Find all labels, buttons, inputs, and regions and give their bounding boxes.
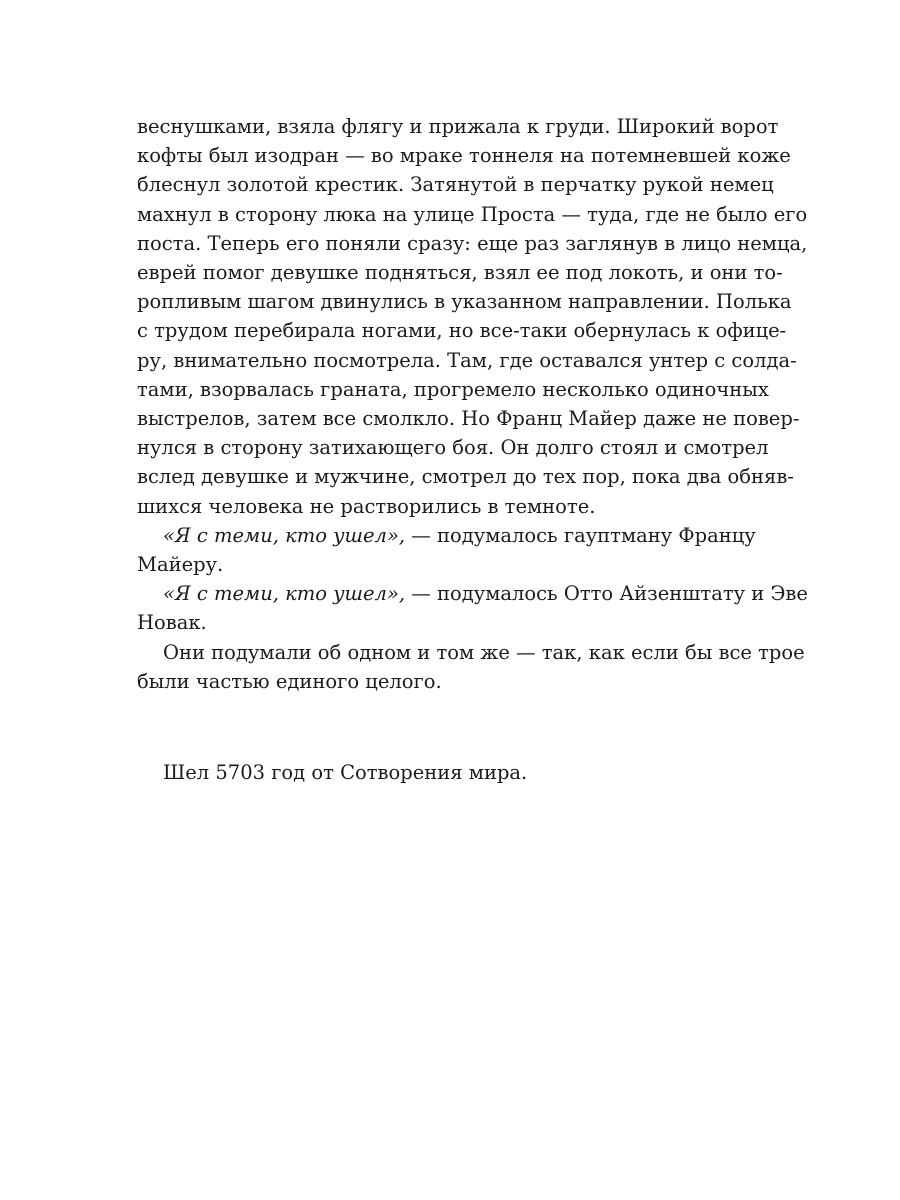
text-line xyxy=(137,579,808,608)
quote-attribution: — подумалось Отто Айзенштату и Эве xyxy=(405,582,808,606)
text-line xyxy=(137,521,756,550)
paragraph-2 xyxy=(137,521,756,579)
text-line: блеснул золотой крестик. Затянутой в перчатку рукой немец xyxy=(137,173,774,197)
text-line: Новак. xyxy=(137,611,207,635)
text-line: тами, взорвалась граната, прогремело несколько одиночных xyxy=(137,377,769,401)
text-line: еврей помог девушке подняться, взял ее под локоть, и они то- xyxy=(137,261,783,285)
text-line: были частью единого целого. xyxy=(137,669,442,693)
italic-quote: «Я с теми, кто ушел», xyxy=(163,582,406,606)
paragraph-1 xyxy=(137,112,808,521)
closing-line: Шел 5703 год от Сотворения мира. xyxy=(163,761,528,784)
text-line: нулся в сторону затихающего боя. Он долго стоял и смотрел xyxy=(137,436,769,460)
main-text xyxy=(137,112,808,696)
text-line: выстрелов, затем все смолкло. Но Франц Майер даже не повер- xyxy=(137,407,800,431)
text-line: поста. Теперь его поняли сразу: еще раз заглянув в лицо немца, xyxy=(137,231,808,255)
text-line: вслед девушке и мужчине, смотрел до тех пор, пока два обняв- xyxy=(137,465,794,489)
text-line: ру, внимательно посмотрела. Там, где оставался унтер с солда- xyxy=(137,348,797,372)
text-line: с трудом перебирала ногами, но все-таки обернулась к офице- xyxy=(137,319,787,343)
paragraph-4 xyxy=(137,638,805,696)
paragraph-3 xyxy=(137,579,808,637)
text-line: ропливым шагом двинулись в указанном направлении. Полька xyxy=(137,290,792,314)
italic-quote: «Я с теми, кто ушел», xyxy=(163,523,406,547)
text-line: Майеру. xyxy=(137,553,224,577)
text-line: махнул в сторону люка на улице Проста — туда, где не было его xyxy=(137,202,808,226)
text-line: кофты был изодран — во мраке тоннеля на потемневшей коже xyxy=(137,144,791,168)
text-line: шихся человека не растворились в темноте. xyxy=(137,494,596,518)
text-line: Они подумали об одном и том же — так, как если бы все трое xyxy=(163,640,805,664)
text-line: веснушками, взяла флягу и прижала к груди. Широкий ворот xyxy=(137,115,779,138)
quote-attribution: — подумалось гауптману Францу xyxy=(405,523,756,547)
